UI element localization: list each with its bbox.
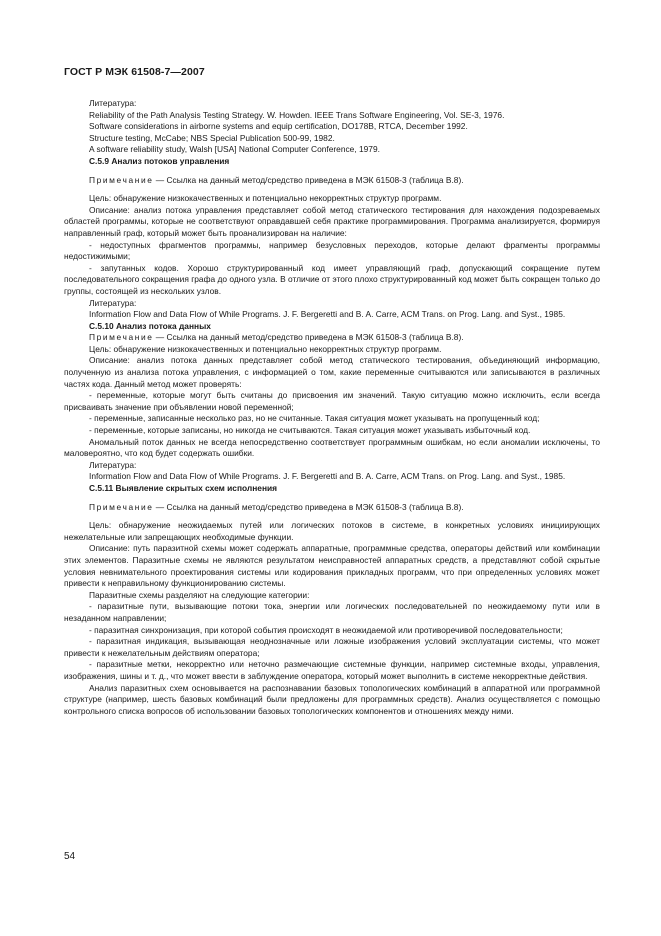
paragraph-text: Software considerations in airborne systems and equip certification, DO178B, RTCA, December 1992. xyxy=(89,121,468,132)
paragraph-text: Описание: путь паразитной схемы может содержать аппаратные, программные средства, операторы действий или комбинации этих элементов. Паразитные схемы не являются результатом неисправностей аппаратных средств, а представляют собой скрытые условия невнимательного проектирования системы или кодирования прикладных программ, что при определенных условиях может привести к неправильному функционированию системы. xyxy=(64,543,600,589)
paragraph-text: A software reliability study, Walsh [USA] National Computer Conference, 1979. xyxy=(89,144,380,155)
page-header: ГОСТ Р МЭК 61508-7—2007 xyxy=(64,66,205,78)
paragraph-text: Reliability of the Path Analysis Testing Strategy. W. Howden. IEEE Trans Software Engineering, Vol. SE-3, 1976. xyxy=(89,109,505,120)
paragraph-text: Цель: обнаружение низкокачественных и потенциально некорректных структур программ. xyxy=(89,193,442,204)
paragraph-text: С.5.11 Выявление скрытых схем исполнения xyxy=(89,483,278,493)
paragraph xyxy=(64,309,600,321)
paragraph xyxy=(64,121,600,133)
paragraph xyxy=(64,98,600,110)
paragraph-text: — Ссылка на данный метод/средство приведена в МЭК 61508-3 (таблица В.8). xyxy=(153,174,464,185)
paragraph xyxy=(64,263,600,298)
paragraph xyxy=(64,355,600,390)
paragraph xyxy=(64,590,600,602)
paragraph xyxy=(64,425,600,437)
paragraph-text: Описание: анализ потока управления представляет собой метод статического тестирования для нахождения подозреваемых областей программы, которые не соответствуют оправдавшей себя практике программирования. Программа анализируется, формируя направленный граф, который может быть проанализирован на наличие: xyxy=(64,204,600,238)
note-paragraph xyxy=(64,175,600,187)
note-label: Примечание xyxy=(89,174,154,185)
paragraph xyxy=(64,683,600,718)
note-paragraph xyxy=(64,332,600,344)
paragraph xyxy=(64,601,600,624)
paragraph-text: - переменные, записанные несколько раз, но не считанные. Такая ситуация может указывать на пропущенный код; xyxy=(89,413,540,424)
paragraph-text: Литература: xyxy=(89,98,137,108)
paragraph xyxy=(64,625,600,637)
paragraph xyxy=(64,543,600,589)
paragraph-text: С.5.10 Анализ потока данных xyxy=(89,320,211,331)
paragraph xyxy=(64,659,600,682)
paragraph xyxy=(64,144,600,156)
note-label: Примечание xyxy=(89,501,154,512)
paragraph-text: - переменные, которые могут быть считаны до присвоения им значений. Такую ситуацию можно исключить, если всегда присваивать значение при объявлении новой переменной; xyxy=(64,390,600,412)
paragraph xyxy=(64,636,600,659)
paragraph xyxy=(64,344,600,356)
paragraph-text: - переменные, которые записаны, но никогда не считываются. Такая ситуация может указывать избыточный код. xyxy=(89,425,531,436)
section-heading xyxy=(64,483,600,495)
paragraph-text: Анализ паразитных схем основывается на распознавании базовых топологических комбинаций в аппаратной или программной структуре (например, шесть базовых комбинаций были предложены для программных средств). Анализ осуществляется с помощью контрольного списка вопросов об использовании базовых топологических компонентов и отношениях между ними. xyxy=(64,682,600,716)
paragraph xyxy=(64,413,600,425)
paragraph-text: Information Flow and Data Flow of While Programs. J. F. Bergeretti and B. A. Carre, ACM Trans. on Prog. Lang. and Syst., 1985. xyxy=(89,309,566,320)
paragraph-text: Structure testing, McCabe; NBS Special Publication 500-99, 1982. xyxy=(89,132,335,143)
paragraph-text: Information Flow and Data Flow of While Programs. J. F. Bergeretti and B. A. Carre, ACM Trans. on Prog. Lang. and Syst., 1985. xyxy=(89,471,566,482)
note-paragraph xyxy=(64,502,600,514)
paragraph-text: Описание: анализ потока данных представляет собой метод статического тестирования, объединяющий информацию, полученную из анализа потока управления, с информацией о том, какие переменные считываются или записываются в различных частях кода. Данный метод может проверять: xyxy=(64,355,600,389)
paragraph-text: Литература: xyxy=(89,297,137,308)
paragraph xyxy=(64,460,600,472)
paragraph xyxy=(64,520,600,543)
paragraph-text: Цель: обнаружение низкокачественных и потенциально некорректных структур программ. xyxy=(89,343,442,354)
paragraph-text: Паразитные схемы разделяют на следующие категории: xyxy=(89,589,310,600)
paragraph-text: - паразитная синхронизация, при которой события происходят в неожидаемой или противоречивой последовательности; xyxy=(89,624,563,635)
paragraph-text: — Ссылка на данный метод/средство приведена в МЭК 61508-3 (таблица В.8). xyxy=(153,501,464,512)
paragraph xyxy=(64,193,600,205)
paragraph xyxy=(64,298,600,310)
paragraph xyxy=(64,240,600,263)
paragraph xyxy=(64,205,600,240)
paragraph-text: — Ссылка на данный метод/средство приведена в МЭК 61508-3 (таблица В.8). xyxy=(153,332,464,343)
paragraph-text: - паразитная индикация, вызывающая неоднозначные или ложные изображения условий эксплуатации системы, что может привести к нежелательным действиям оператора; xyxy=(64,636,600,658)
paragraph-text: С.5.9 Анализ потоков управления xyxy=(89,155,230,166)
paragraph xyxy=(64,133,600,145)
paragraph-text: - запутанных кодов. Хорошо структурированный код имеет управляющий граф, допускающий сокращение путем последовательного сокращения графа до одного узла. В отличие от этого плохо структурированный код может быть сокращен только до группы, состоящей из нескольких узлов. xyxy=(64,262,600,296)
paragraph xyxy=(64,471,600,483)
paragraph-text: Литература: xyxy=(89,459,137,470)
section-heading xyxy=(64,321,600,333)
paragraph xyxy=(64,437,600,460)
paragraph-text: - недоступных фрагментов программы, например безусловных переходов, которые делают фрагменты программы недостижимыми; xyxy=(64,239,600,262)
paragraph xyxy=(64,110,600,122)
paragraph-text: Цель: обнаружение неожидаемых путей или логических потоков в системе, в конкретных условиях инициирующих нежелательные или запрещающих необходимые функции. xyxy=(64,520,600,542)
note-label: Примечание xyxy=(89,332,154,343)
document-body xyxy=(64,98,600,717)
page-number: 54 xyxy=(64,851,76,862)
section-heading xyxy=(64,156,600,168)
paragraph-text: Аномальный поток данных не всегда непосредственно соответствует программным ошибкам, но если аномалии исключены, то маловероятно, что код будет содержать ошибки. xyxy=(64,436,600,459)
paragraph xyxy=(64,390,600,413)
paragraph-text: - паразитные метки, некорректно или неточно размечающие системные функции, например системные входы, управления, изображения, шины и т. д., что может ввести в заблуждение оператора, который может выполнить в системе некорректные действия. xyxy=(64,659,600,681)
paragraph-text: - паразитные пути, вызывающие потоки тока, энергии или логических последовательней по неожидаемому пути или в незаданном направлении; xyxy=(64,601,600,623)
